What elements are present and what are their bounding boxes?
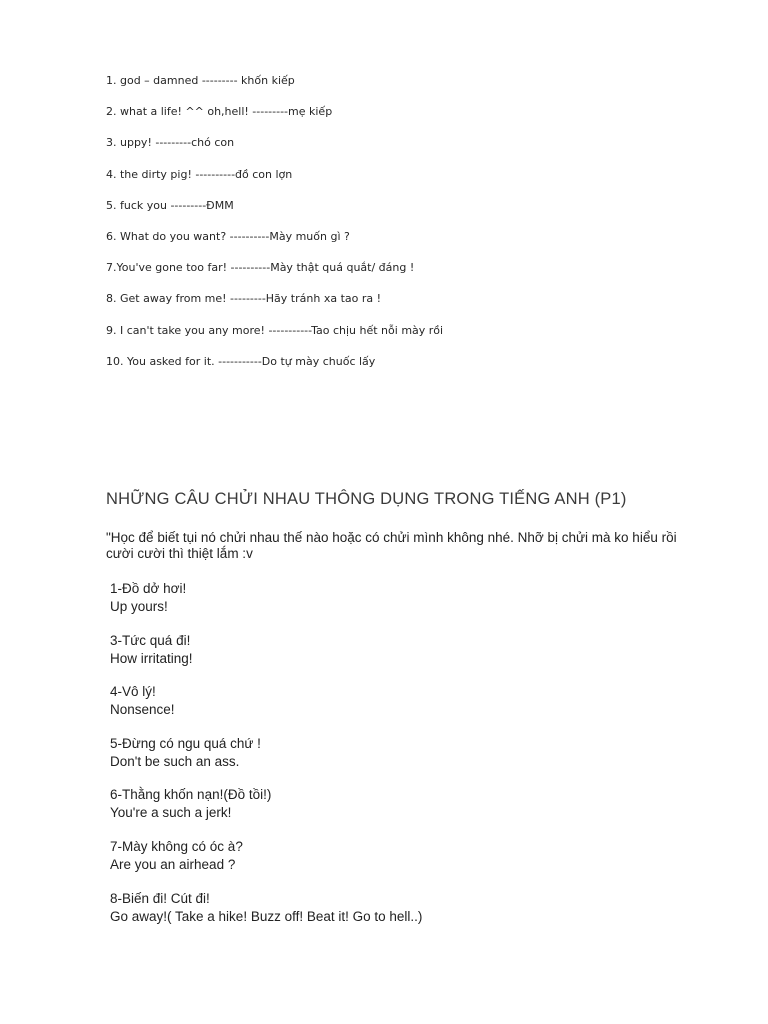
insult-list <box>106 72 726 384</box>
phrase-english: Nonsence! <box>110 702 175 718</box>
list-item: 2. what a life! ^^ oh,hell! ---------mẹ kiếp <box>106 105 333 119</box>
list-item: 10. You asked for it. -----------Do tự mày chuốc lấy <box>106 354 376 368</box>
phrase-list <box>110 580 670 941</box>
phrase-vietnamese: 3-Tức quá đi! <box>110 632 191 648</box>
section-heading: NHỮNG CÂU CHỬI NHAU THÔNG DỤNG TRONG TIẾNG ANH (P1) <box>106 490 627 508</box>
list-item: 1. god – damned --------- khốn kiếp <box>106 74 295 87</box>
phrase-vietnamese: 7-Mày không có óc à? <box>110 838 243 854</box>
phrase-english: You're a such a jerk! <box>110 805 232 821</box>
list-item: 3. uppy! ---------chó con <box>106 136 235 150</box>
phrase-item <box>110 632 670 684</box>
phrase-vietnamese: 1-Đồ dở hơi! <box>110 581 187 596</box>
phrase-english: Up yours! <box>110 599 168 614</box>
list-item: 5. fuck you ---------ĐMM <box>106 198 234 212</box>
phrase-english: Don't be such an ass. <box>110 753 240 769</box>
phrase-item <box>110 683 670 735</box>
phrase-vietnamese: 4-Vô lý! <box>110 684 156 700</box>
phrase-english: Are you an airhead ? <box>110 856 236 872</box>
phrase-item <box>110 735 670 787</box>
list-item: 8. Get away from me! ---------Hãy tránh xa tao ra ! <box>106 292 382 306</box>
list-item: 7.You've gone too far! ----------Mày thật quá quắt/ đáng ! <box>106 261 415 275</box>
phrase-vietnamese: 5-Đừng có ngu quá chứ ! <box>110 735 261 751</box>
phrase-vietnamese: 8-Biến đi! Cút đi! <box>110 890 210 906</box>
phrase-english: Go away!( Take a hike! Buzz off! Beat it! Go to hell..) <box>110 908 423 924</box>
intro-paragraph: "Học để biết tụi nó chửi nhau thế nào hoặc có chửi mình không nhé. Nhỡ bị chửi mà ko hiểu rồi cười cười thì thiệt lắm :v <box>106 530 677 561</box>
phrase-item <box>110 890 670 942</box>
list-item: 9. I can't take you any more! -----------Tao chịu hết nỗi mày rồi <box>106 323 444 337</box>
list-item: 6. What do you want? ----------Mày muốn gì ? <box>106 229 350 243</box>
list-item: 4. the dirty pig! ----------đồ con lợn <box>106 167 293 181</box>
phrase-item <box>110 838 670 890</box>
phrase-item <box>110 580 670 632</box>
phrase-vietnamese: 6-Thằng khốn nạn!(Đồ tồi!) <box>110 787 272 803</box>
phrase-english: How irritating! <box>110 650 193 666</box>
phrase-item <box>110 786 670 838</box>
